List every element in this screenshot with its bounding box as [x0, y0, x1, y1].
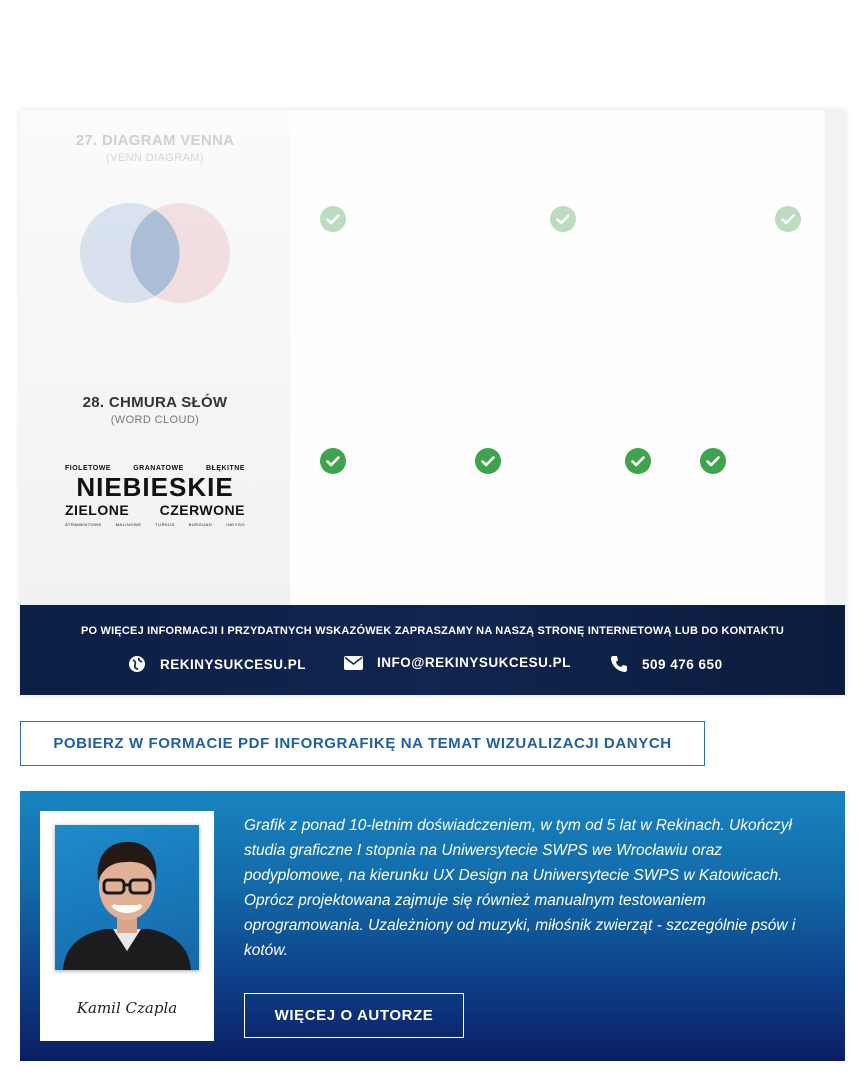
contact-website: [128, 655, 306, 673]
word-cloud-word: CZERWONE: [159, 502, 245, 518]
contact-phone: [610, 655, 723, 673]
author-signature: Kamil Czapla: [76, 999, 178, 1017]
more-about-author-button[interactable]: WIĘCEJ O AUTORZE: [244, 993, 464, 1038]
check-icon: [625, 448, 651, 474]
infographic: [20, 110, 845, 695]
word-cloud-word: FIOLETOWE: [65, 465, 111, 472]
phone-icon: [610, 655, 628, 673]
venn-subtitle: (VENN DIAGRAM): [106, 152, 204, 164]
contact-email: [344, 655, 571, 670]
check-icon: [320, 448, 346, 474]
check-icon: [775, 206, 801, 232]
website-text: REKINYSUKCESU.PL: [160, 656, 307, 672]
word-cloud-subtitle: (WORD CLOUD): [110, 414, 200, 426]
word-cloud-word: BŁĘKITNE: [205, 465, 245, 472]
word-cloud-word: MALINOWE: [115, 522, 142, 527]
venn-title: 27. DIAGRAM VENNA: [75, 132, 235, 149]
email-text: INFO@REKINYSUKCESU.PL: [377, 655, 571, 670]
venn-diagram-icon: [75, 200, 235, 310]
infographic-right-edge: [825, 110, 845, 605]
phone-text: 509 476 650: [642, 656, 723, 672]
author-photo: [55, 825, 199, 970]
word-cloud-word: ZIELONE: [65, 502, 130, 518]
check-icon: [700, 448, 726, 474]
author-box: [20, 791, 845, 1061]
word-cloud-title: 28. CHMURA SŁÓW: [82, 394, 228, 411]
word-cloud: [65, 465, 245, 527]
check-icon: [475, 448, 501, 474]
download-pdf-button[interactable]: POBIERZ W FORMACIE PDF INFORGRAFIKĘ NA TEMAT WIZUALIZACJI DANYCH: [20, 721, 705, 766]
infographic-label-column: [20, 110, 290, 605]
check-icon: [550, 206, 576, 232]
check-icon: [320, 206, 346, 232]
word-cloud-word: ATRAMENTOWE: [65, 522, 102, 527]
envelope-icon: [344, 656, 363, 670]
author-polaroid: [40, 811, 214, 1041]
contact-band: [20, 605, 845, 695]
author-bio: Grafik z ponad 10-letnim doświadczeniem, w tym od 5 lat w Rekinach. Ukończył studia graficzne I stopnia na Uniwersytecie SWPS we Wrocławiu oraz podyplomowe, na kierunku UX Design na Uniwersytecie SWPS w Katowicach. Oprócz projektowana zajmuje się również manualnym testowaniem oprogramowania. Uzależniony od muzyki, miłośnik zwierząt - szczególnie psów i kotów.: [244, 817, 796, 959]
word-cloud-main-word: NIEBIESKIE: [76, 472, 234, 502]
globe-icon: [128, 655, 146, 673]
word-cloud-word: GRANATOWE: [133, 465, 184, 472]
word-cloud-word: INDYGO: [226, 522, 245, 527]
word-cloud-word: TURKUS: [155, 522, 175, 527]
word-cloud-word: BURGUND: [188, 522, 213, 527]
contact-band-text: PO WIĘCEJ INFORMACJI I PRZYDATNYCH WSKAZÓWEK ZAPRASZAMY NA NASZĄ STRONĘ INTERNETOWĄ LUB DO KONTAKTU: [80, 625, 785, 637]
